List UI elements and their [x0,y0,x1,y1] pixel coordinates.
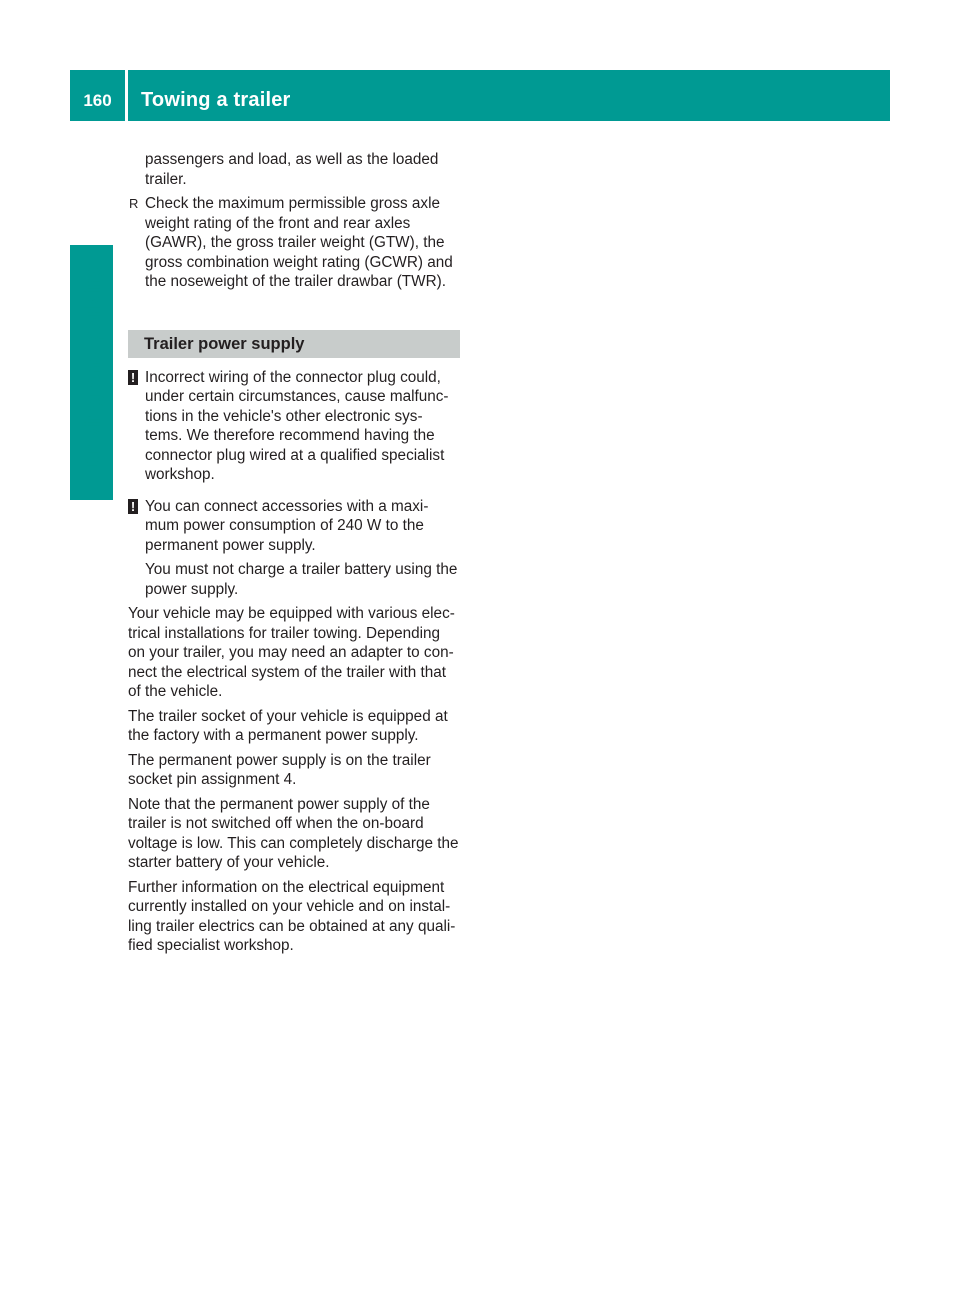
body-paragraph: Note that the permanent power supply of the trailer is not switched off when the on-board voltage is low. This can completely discharge the starter battery of your vehicle. [128,795,459,871]
main-content [128,150,460,956]
body-paragraph: The trailer socket of your vehicle is equipped at the factory with a permanent power supply. [128,707,448,744]
warning-note [128,368,460,485]
warning-note [128,497,460,600]
body-paragraph: Further information on the electrical equipment currently installed on your vehicle and on instal- ling trailer electrics can be obtained at any quali- fied specialist workshop. [128,878,456,954]
page-number: 160 [83,91,112,110]
warning-text: You can connect accessories with a maxi- mum power consumption of 240 W to the permanent power supply. [145,497,429,554]
warning-subtext: You must not charge a trailer battery using the power supply. [145,561,458,598]
continuation-text: passengers and load, as well as the loaded trailer. [145,151,439,188]
header-divider [125,70,128,121]
warning-icon: ! [128,370,138,385]
page-title: Towing a trailer [141,89,291,111]
warning-text: Incorrect wiring of the connector plug could, under certain circumstances, cause malfunc- tions in the vehicle's other electronic sys- tems. We therefore recommend having the connector plug wired at a qualified specialist workshop. [145,368,449,483]
section-heading: Trailer power supply [128,330,460,358]
bullet-item [128,194,460,292]
chapter-label: Driving and parking [80,263,105,470]
body-paragraph: The permanent power supply is on the trailer socket pin assignment 4. [128,751,431,788]
bullet-text: Check the maximum permissible gross axle weight rating of the front and rear axles (GAWR), the gross trailer weight (GTW), the gross combination weight rating (GCWR) and the noseweight of the trailer drawbar (TWR). [145,195,453,290]
warning-icon: ! [128,499,138,514]
bullet-icon: R [129,196,139,211]
body-paragraph: Your vehicle may be equipped with various elec- trical installations for trailer towing. Depending on your trailer, you may need an adapter to con- nect the electrical system of the trailer with that of the vehicle. [128,605,455,700]
